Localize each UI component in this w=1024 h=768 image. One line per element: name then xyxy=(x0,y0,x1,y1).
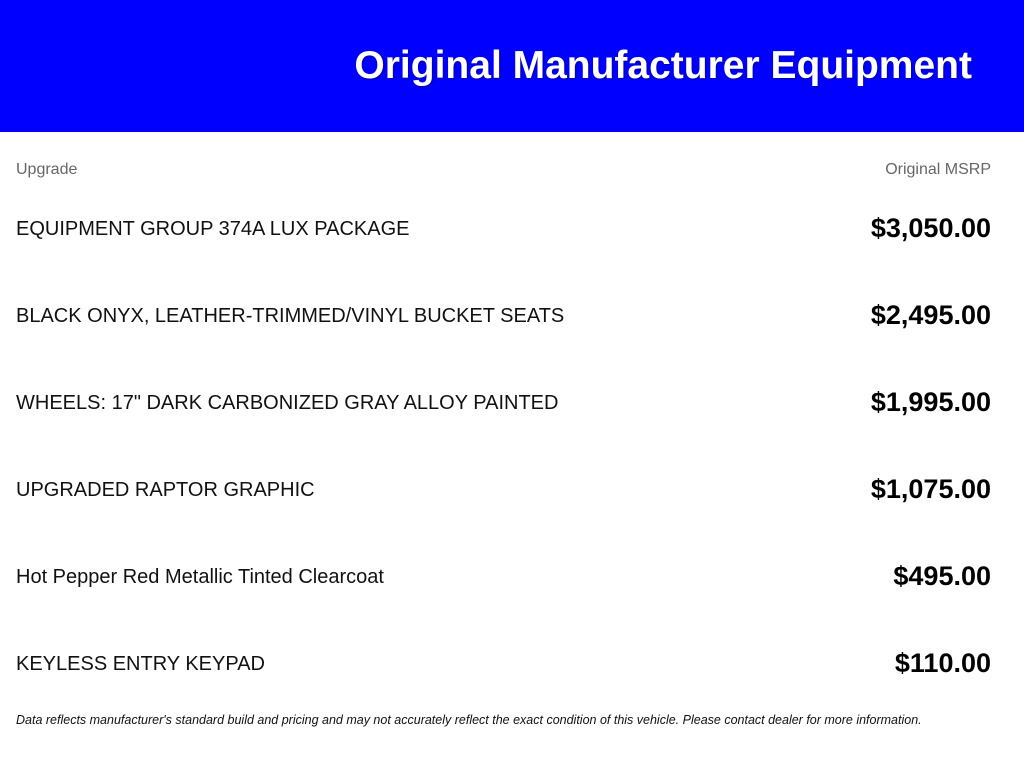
equipment-list xyxy=(0,184,1024,706)
equipment-row xyxy=(0,532,1024,619)
equipment-name: BLACK ONYX, LEATHER-TRIMMED/VINYL BUCKET SEATS xyxy=(16,305,565,327)
equipment-row xyxy=(0,271,1024,358)
equipment-name: EQUIPMENT GROUP 374A LUX PACKAGE xyxy=(16,218,410,240)
equipment-price: $3,050.00 xyxy=(870,213,991,243)
equipment-price: $110.00 xyxy=(894,648,991,678)
equipment-row xyxy=(0,445,1024,532)
equipment-row xyxy=(0,184,1024,271)
equipment-name: UPGRADED RAPTOR GRAPHIC xyxy=(16,479,315,501)
disclaimer-text: Data reflects manufacturer's standard build and pricing and may not accurately reflect the exact condition of this vehicle. Please contact dealer for more information. xyxy=(16,713,922,727)
equipment-price: $2,495.00 xyxy=(870,300,991,330)
equipment-name: WHEELS: 17" DARK CARBONIZED GRAY ALLOY PAINTED xyxy=(16,392,559,414)
equipment-price: $1,075.00 xyxy=(870,474,991,504)
header-banner xyxy=(0,0,1024,132)
equipment-row xyxy=(0,619,1024,706)
equipment-row xyxy=(0,358,1024,445)
page-title: Original Manufacturer Equipment xyxy=(354,44,972,87)
equipment-price: $1,995.00 xyxy=(870,387,991,417)
column-header-upgrade: Upgrade xyxy=(16,161,78,178)
equipment-name: Hot Pepper Red Metallic Tinted Clearcoat xyxy=(16,566,384,588)
equipment-name: KEYLESS ENTRY KEYPAD xyxy=(16,653,265,675)
equipment-price: $495.00 xyxy=(893,561,991,591)
column-header-msrp: Original MSRP xyxy=(885,161,991,178)
